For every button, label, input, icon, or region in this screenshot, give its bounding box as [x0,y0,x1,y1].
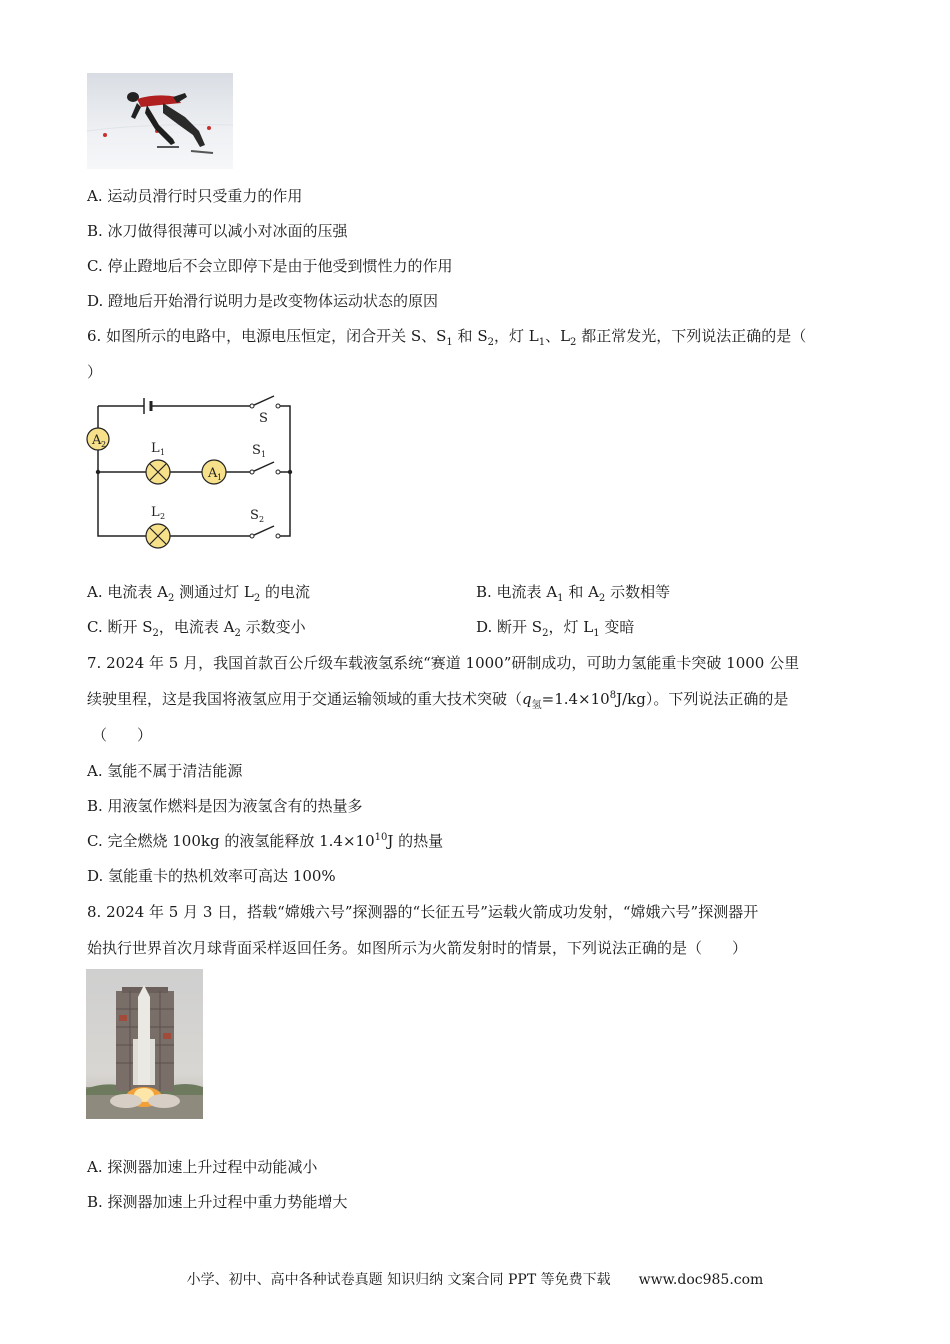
ammeter-a2-label: A [92,433,102,448]
q7-option-a: A. 氢能不属于清洁能源 [87,762,243,780]
svg-text:2: 2 [101,440,107,449]
switch-s-label: S [259,411,268,426]
lamp-l1-label: L [151,441,160,456]
q5-option-d: D. 蹬地后开始滑行说明力是改变物体运动状态的原因 [87,292,439,310]
ammeter-a1-label: A [208,466,218,481]
svg-text:1: 1 [261,450,267,459]
q7-stem-line2: 续驶里程，这是我国将液氢应用于交通运输领域的重大技术突破$(q_氢=1.4\times 10^8J/kg)$。下列说法正确的是 [87,690,789,711]
svg-text:2: 2 [259,515,265,524]
switch-s2-label: S [250,508,259,523]
q8-stem-line1: 8. 2024 年 5 月 3 日，搭载“嫦娥六号”探测器的“长征五号”运载火箭成功发射，“嫦娥六号”探测器开 [87,903,759,921]
q7-option-c: C. 完全燃烧 100kg 的液氢能释放 $1.4\times 10^{10}J$ 的热量 [87,832,444,850]
q5-option-a: A. 运动员滑行时只受重力的作用 [87,187,303,205]
q6-option-a: A. 电流表 $A_2$ 测通过灯 $L_2$ 的电流 [87,583,311,604]
q6-stem: 6. 如图所示的电路中，电源电压恒定，闭合开关 S、$S_1$ 和 $S_2$，灯 $L_1$、$L_2$ 都正常发光，下列说法正确的是（ [87,327,807,348]
q6-option-c: C. 断开 $S_2$，电流表 $A_2$ 示数变小 [87,618,306,639]
q7-option-d: D. 氢能重卡的热机效率可高达 100% [87,867,336,885]
q8-stem-line2: 始执行世界首次月球背面采样返回任务。如图所示为火箭发射时的情景，下列说法正确的是（ ） [87,939,748,957]
page-footer: 小学、初中、高中各种试卷真题 知识归纳 文案合同 PPT 等免费下载 www.doc985.com [186,1272,764,1288]
q7-stem-line3: （ ） [92,726,153,744]
svg-text:1: 1 [160,448,166,457]
q7-option-b: B. 用液氢作燃料是因为液氢含有的热量多 [87,797,363,815]
svg-text:1: 1 [217,473,223,482]
svg-text:2: 2 [160,512,166,521]
q8-option-b: B. 探测器加速上升过程中重力势能增大 [87,1193,348,1211]
q5-option-b: B. 冰刀做得很薄可以减小对冰面的压强 [87,222,348,240]
rocket-launch-photo [86,969,203,1119]
q8-option-a: A. 探测器加速上升过程中动能减小 [87,1158,318,1176]
switch-s1-label: S [252,443,261,458]
q6-option-b: B. 电流表 $A_1$ 和 $A_2$ 示数相等 [476,583,671,604]
skater-photo [87,73,233,169]
q5-option-c: C. 停止蹬地后不会立即停下是由于他受到惯性力的作用 [87,257,453,275]
q6-stem-end: ） [87,363,103,381]
circuit-diagram [84,392,300,556]
lamp-l2-label: L [151,505,160,520]
q6-option-d: D. 断开 $S_2$，灯 $L_1$ 变暗 [476,618,635,639]
q7-stem-line1: 7. 2024 年 5 月，我国首款百公斤级车载液氢系统“赛道 1000”研制成功，可助力氢能重卡突破 1000 公里 [87,654,800,672]
